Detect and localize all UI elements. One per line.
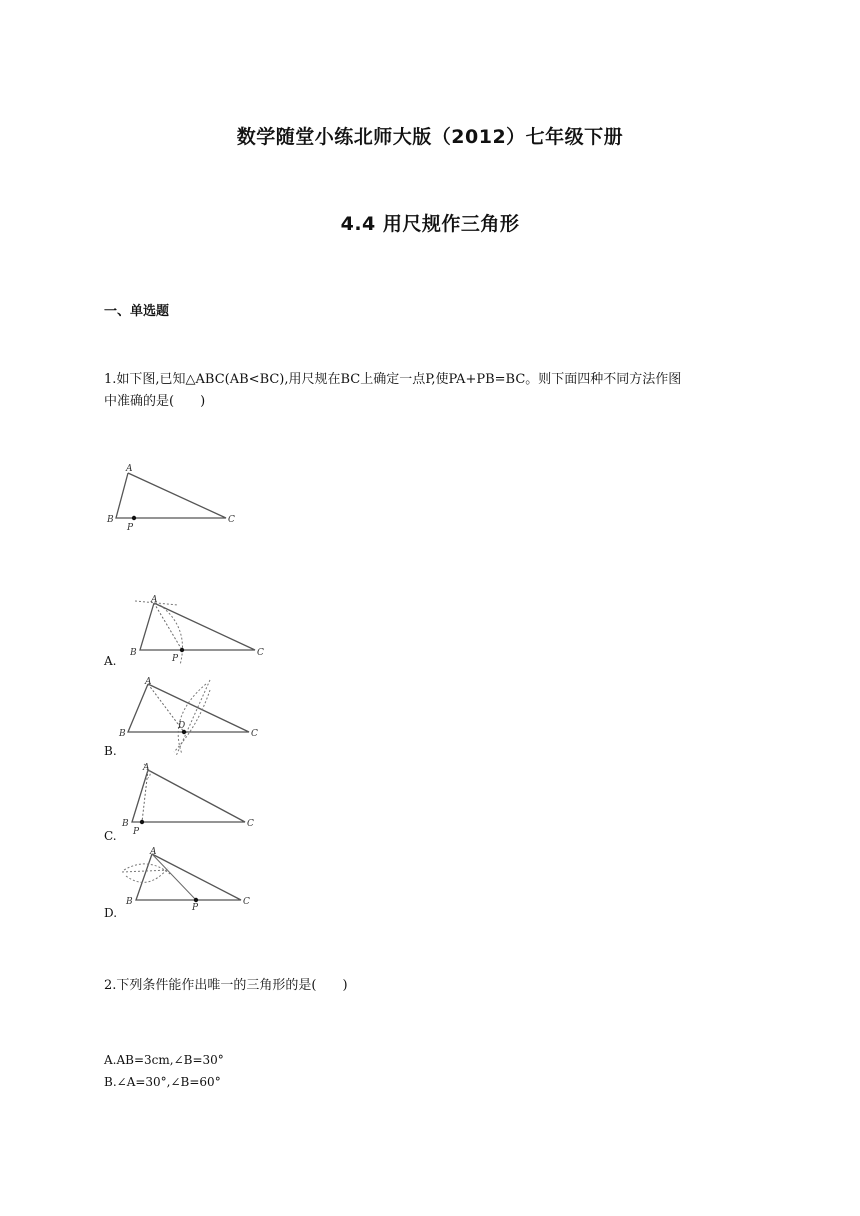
section-heading: 一、单选题 [104, 304, 170, 319]
option-c-figure [118, 762, 268, 837]
question-2-text: 2.下列条件能作出唯一的三角形的是( ) [104, 978, 348, 993]
svg-text:A: A [145, 677, 152, 687]
question-1-line-1: 1.如下图,已知△ABC(AB<BC),用尺规在BC上确定一点P,使PA+PB=BC。则下面四种不同方法作图 [104, 372, 682, 387]
figure-label-p: P [127, 523, 134, 533]
svg-text:C: C [257, 648, 264, 658]
page-title: 数学随堂小练北师大版（2012）七年级下册 [236, 126, 624, 148]
svg-text:B: B [130, 648, 137, 658]
svg-text:D: D [178, 721, 186, 731]
option-a-figure [130, 593, 270, 668]
svg-text:B: B [119, 729, 126, 739]
figure-label-b: B [107, 515, 114, 525]
option-b-label: B. [104, 744, 117, 758]
question-1-line-2: 中准确的是( ) [104, 394, 206, 409]
svg-text:A: A [150, 847, 157, 857]
page-subtitle: 4.4 用尺规作三角形 [340, 213, 520, 235]
question-1-figure [100, 460, 250, 535]
option-d-figure [118, 846, 268, 916]
question-2-option-b: B.∠A=30°,∠B=60° [104, 1075, 221, 1089]
figure-label-c: C [228, 515, 235, 525]
svg-text:B: B [122, 819, 129, 829]
svg-text:A: A [151, 595, 158, 605]
svg-text:C: C [251, 729, 258, 739]
svg-text:P: P [192, 903, 199, 913]
svg-text:C: C [243, 897, 250, 907]
option-a-label: A. [104, 654, 117, 668]
option-d-label: D. [104, 906, 118, 920]
svg-text:P: P [133, 827, 140, 837]
question-2-option-a: A.AB=3cm,∠B=30° [104, 1053, 224, 1067]
svg-text:B: B [126, 897, 133, 907]
option-b-figure [118, 676, 268, 758]
figure-label-a: A [126, 464, 133, 474]
svg-text:C: C [247, 819, 254, 829]
option-c-label: C. [104, 829, 117, 843]
svg-text:P: P [172, 654, 179, 664]
svg-text:A: A [143, 763, 150, 773]
